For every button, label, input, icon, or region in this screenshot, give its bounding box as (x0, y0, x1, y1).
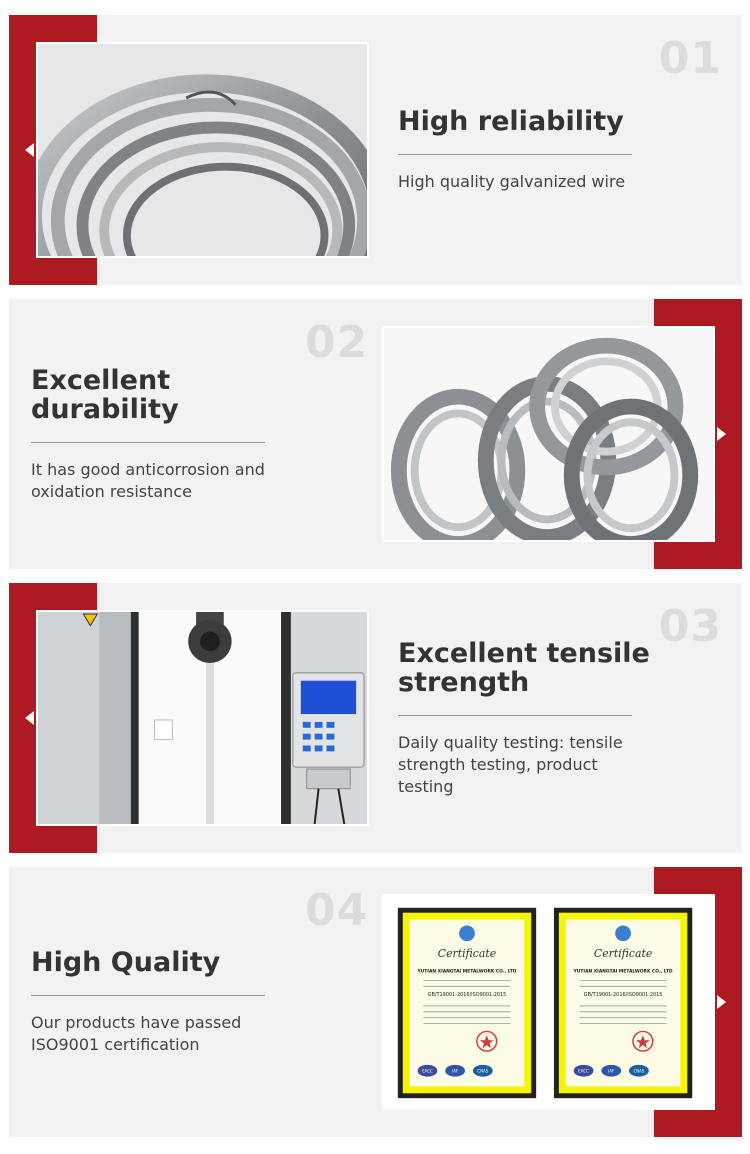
certificate-company: YUTIAN XIANGTAI METALWORK CO., LTD (573, 969, 673, 975)
feature-title: High Quality (31, 947, 221, 978)
feature-number: 04 (305, 885, 369, 936)
feature-title: Excellent durability (31, 364, 179, 425)
divider (398, 154, 632, 155)
certificate-logo: CNAS (633, 1068, 645, 1074)
feature-description: It has good anticorrosion and oxidation resistance (31, 459, 265, 501)
certificate-heading: Certificate (437, 946, 497, 960)
notch-arrow-icon (717, 427, 726, 441)
divider (31, 442, 265, 443)
certificate-logo: CNAS (477, 1068, 489, 1074)
notch-arrow-icon (25, 143, 34, 157)
feature-description: High quality galvanized wire (398, 172, 626, 191)
feature-description: Our products have passed ISO9001 certification (31, 1013, 242, 1054)
feature-title: High reliability (398, 106, 624, 137)
feature-panel-4 (9, 867, 742, 1137)
feature-text (398, 583, 658, 853)
feature-description: Daily quality testing: tensile strength testing, product testing (398, 732, 623, 796)
feature-number: 01 (658, 33, 722, 84)
certificate-logo: EACC (422, 1068, 433, 1074)
certificate-logo: IAF (608, 1068, 615, 1074)
notch-arrow-icon (25, 711, 34, 725)
feature-panel-2 (9, 299, 742, 569)
feature-number: 02 (305, 317, 369, 368)
certificates-photo (382, 894, 715, 1110)
certificate-company: YUTIAN XIANGTAI METALWORK CO., LTD (417, 969, 517, 975)
divider (31, 995, 265, 996)
wire-coils-photo (382, 326, 715, 542)
notch-arrow-icon (717, 995, 726, 1009)
feature-title: Excellent tensile strength (398, 637, 650, 698)
certificate-logo: EACC (578, 1068, 589, 1074)
feature-text (398, 15, 658, 285)
feature-text (31, 299, 291, 569)
certificate-standard: GB/T19001-2016/ISO9001:2015 (583, 992, 663, 999)
certificate-heading: Certificate (593, 946, 653, 960)
feature-panel-3 (9, 583, 742, 853)
feature-panel-1 (9, 15, 742, 285)
divider (398, 715, 632, 716)
certificate-standard: GB/T19001-2016/ISO9001:2015 (427, 992, 507, 999)
feature-text (31, 867, 291, 1137)
tensile-testing-machine-photo (36, 610, 369, 826)
wire-coil-photo (36, 42, 369, 258)
certificate-logo: IAF (452, 1068, 459, 1074)
feature-number: 03 (658, 601, 722, 652)
